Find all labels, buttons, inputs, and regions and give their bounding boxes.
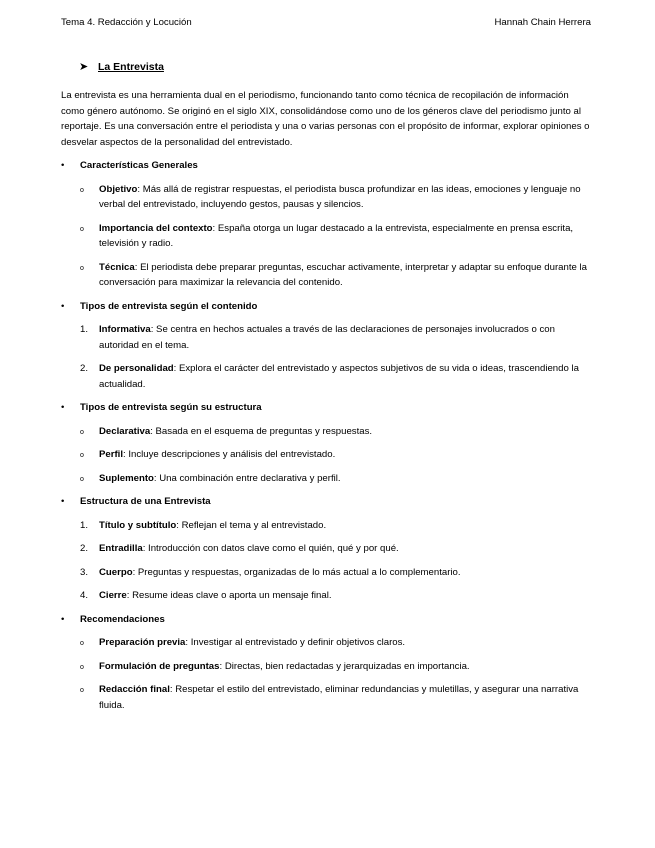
list-number: 1. xyxy=(80,324,89,335)
section-heading xyxy=(61,158,592,174)
sections xyxy=(61,158,592,713)
list-number: 1. xyxy=(80,519,89,531)
item-description: : Se centra en hechos actuales a través de las declaraciones de personajes involucrados o con autoridad en el tema. xyxy=(99,324,555,351)
item-term: Cuerpo xyxy=(99,566,133,578)
circle-bullet-icon: o xyxy=(80,640,84,647)
section-item-list xyxy=(61,322,592,392)
bullet-icon: • xyxy=(61,300,65,312)
list-item xyxy=(61,221,592,252)
circle-bullet-icon: o xyxy=(80,687,84,694)
list-item xyxy=(61,659,592,675)
list-item xyxy=(61,541,592,557)
list-item xyxy=(61,565,592,581)
item-description: : Más allá de registrar respuestas, el periodista busca profundizar en las ideas, emociones y lenguaje no verbal del entrevistado, incluyendo gestos, pausas y silencios. xyxy=(99,183,581,210)
circle-bullet-icon: o xyxy=(80,186,84,194)
section-heading-text: Tipos de entrevista según el contenido xyxy=(80,300,258,312)
section-heading-text: Tipos de entrevista según su estructura xyxy=(80,402,262,413)
arrow-bullet-icon: ➤ xyxy=(79,61,89,73)
list-number: 4. xyxy=(80,590,89,601)
item-term: Preparación previa xyxy=(99,637,186,648)
bullet-icon: • xyxy=(61,160,65,171)
section-heading xyxy=(61,299,592,315)
item-term: Informativa xyxy=(99,324,151,335)
list-item xyxy=(61,518,592,534)
item-description: : Resume ideas clave o aporta un mensaje final. xyxy=(126,590,332,601)
item-term: Título y subtítulo xyxy=(99,519,177,531)
item-description: : España otorga un lugar destacado a la entrevista, especialmente en prensa escrita, televisión y radio. xyxy=(99,222,574,249)
section-heading xyxy=(61,612,592,628)
circle-bullet-icon: o xyxy=(80,225,84,233)
list-item xyxy=(61,635,592,651)
list-item xyxy=(61,447,592,463)
section-heading xyxy=(61,494,592,510)
list-item xyxy=(61,588,592,604)
item-term: Cierre xyxy=(99,590,127,601)
item-description: : Directas, bien redactadas y jerarquizadas en importancia. xyxy=(219,660,470,672)
item-description: : Respetar el estilo del entrevistado, eliminar redundancias y muletillas, y asegurar una narrativa fluida. xyxy=(99,684,579,711)
item-term: Redacción final xyxy=(99,684,170,695)
item-term: Suplemento xyxy=(99,472,154,484)
list-item xyxy=(61,182,592,213)
section-item-list xyxy=(61,518,592,604)
list-number: 2. xyxy=(80,543,89,554)
item-description: : El periodista debe preparar preguntas, escuchar activamente, interpretar y adaptar su enfoque durante la conversación para maximizar la relevancia del contenido. xyxy=(99,261,587,288)
list-number: 3. xyxy=(80,566,89,578)
item-term: De personalidad xyxy=(99,363,174,374)
item-description: : Investigar al entrevistado y definir objetivos claros. xyxy=(185,637,406,648)
header-author: Hannah Chain Herrera xyxy=(494,17,591,28)
item-term: Técnica xyxy=(99,261,135,273)
list-item xyxy=(61,322,592,353)
section-item-list xyxy=(61,182,592,291)
circle-bullet-icon: o xyxy=(80,428,84,436)
circle-bullet-icon: o xyxy=(80,663,84,671)
section-heading-text: Características Generales xyxy=(80,160,198,171)
item-description: : Reflejan el tema y al entrevistado. xyxy=(176,519,327,531)
bullet-icon: • xyxy=(61,402,65,413)
item-description: : Una combinación entre declarativa y perfil. xyxy=(153,472,341,484)
section-heading xyxy=(61,400,592,416)
item-description: : Incluye descripciones y análisis del entrevistado. xyxy=(123,449,336,460)
item-description: : Basada en el esquema de preguntas y respuestas. xyxy=(150,425,373,437)
section-item-list xyxy=(61,635,592,713)
bullet-icon: • xyxy=(61,496,65,507)
list-item xyxy=(61,260,592,291)
list-item xyxy=(61,424,592,440)
title-row xyxy=(61,60,592,82)
section-item-list xyxy=(61,424,592,487)
bullet-icon: • xyxy=(61,613,65,625)
item-term: Declarativa xyxy=(99,425,151,437)
item-description: : Preguntas y respuestas, organizadas de lo más actual a lo complementario. xyxy=(132,566,461,578)
item-term: Entradilla xyxy=(99,543,143,554)
item-description: : Introducción con datos clave como el quién, qué y por qué. xyxy=(142,543,399,554)
section-heading-text: Recomendaciones xyxy=(80,613,165,625)
circle-bullet-icon: o xyxy=(80,452,84,459)
document-body xyxy=(61,60,592,713)
section-heading-text: Estructura de una Entrevista xyxy=(80,496,211,507)
circle-bullet-icon: o xyxy=(80,475,84,483)
page-title: La Entrevista xyxy=(98,61,164,73)
item-description: : Explora el carácter del entrevistado y aspectos subjetivos de su vida o ideas, trascendiendo la actualidad. xyxy=(99,363,579,390)
list-item xyxy=(61,471,592,487)
circle-bullet-icon: o xyxy=(80,264,84,272)
item-term: Perfil xyxy=(99,449,123,460)
list-number: 2. xyxy=(80,363,89,374)
item-term: Formulación de preguntas xyxy=(99,660,220,672)
list-item xyxy=(61,682,592,713)
item-term: Importancia del contexto xyxy=(99,222,213,234)
intro-paragraph: La entrevista es una herramienta dual en el periodismo, funcionando tanto como técnica de recopilación de información como género autónomo. Se originó en el siglo XIX, consolidándose como uno de los géneros clave del periodismo junto al reportaje. Es una conversación entre el periodista y una o varias personas con el propósito de informar, explorar opiniones o desvelar aspectos de la personalidad del entrevistado. xyxy=(61,90,590,148)
header-course: Tema 4. Redacción y Locución xyxy=(61,17,192,28)
item-term: Objetivo xyxy=(99,183,138,195)
list-item xyxy=(61,361,592,392)
